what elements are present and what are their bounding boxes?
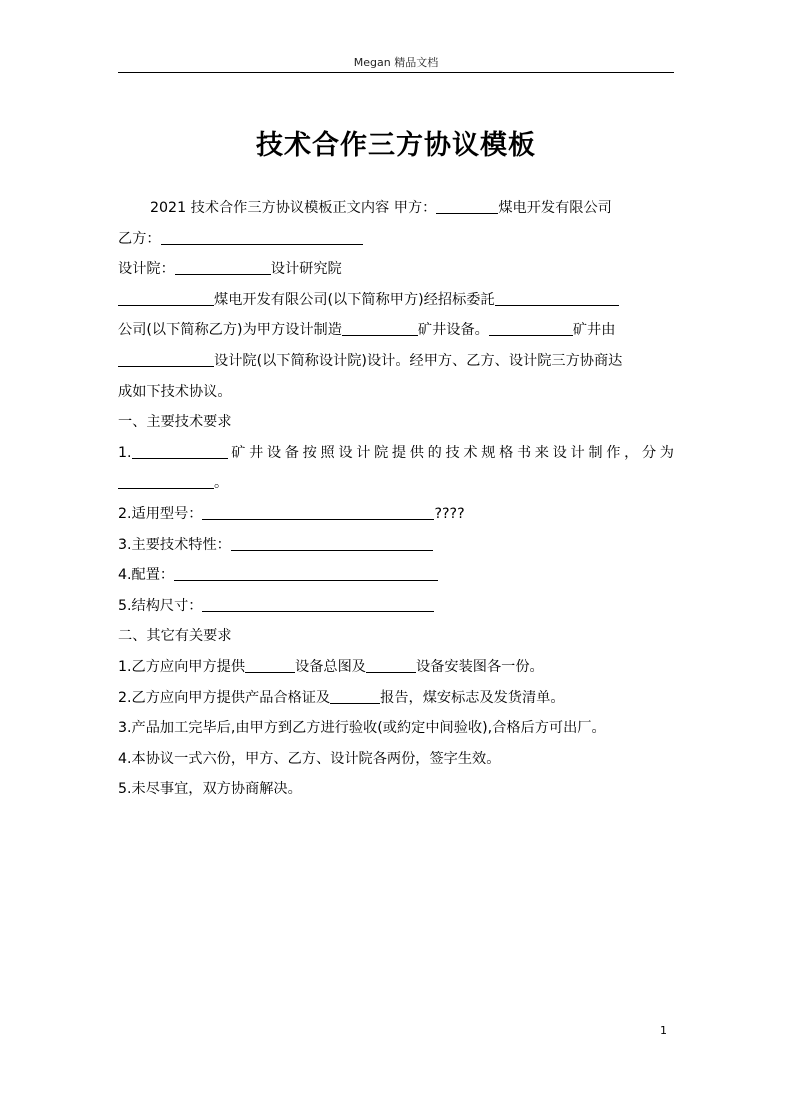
header-divider — [118, 72, 674, 73]
intro-text: 矿井设备。 — [417, 322, 489, 339]
intro-line-5 — [118, 315, 674, 346]
section-heading: 一、主要技术要求 — [118, 414, 232, 431]
intro-text: 煤电开发有限公司 — [498, 200, 612, 216]
dimensions-label: 5.结构尺寸： — [118, 597, 203, 614]
intro-line-4 — [118, 285, 674, 316]
report-blank[interactable] — [330, 687, 380, 704]
intro-line-design-institute — [118, 254, 674, 285]
item-text: 设备总图及 — [295, 658, 366, 675]
requirement-item-4 — [118, 560, 674, 591]
intro-text: 设计研究院 — [270, 261, 342, 278]
other-requirement-3: 3.产品加工完毕后,由甲方到乙方进行验收(或約定中间验收),合格后方可出厂。 — [118, 720, 606, 737]
model-label: 2.适用型号： — [118, 505, 203, 522]
other-requirement-1 — [118, 652, 674, 683]
intro-text: 2021 技术合作三方协议模板正文内容 甲方： — [150, 200, 437, 216]
section-heading: 二、其它有关要求 — [118, 628, 232, 645]
intro-line-party-b — [118, 224, 674, 255]
document-body — [118, 193, 674, 805]
intro-text: 矿井由 — [572, 322, 616, 339]
general-drawing-blank[interactable] — [245, 656, 295, 673]
mine-name-blank[interactable] — [489, 319, 573, 336]
intro-line-party-a — [118, 193, 674, 224]
item-text: 2.乙方应向甲方提供产品合格证及 — [118, 689, 331, 706]
division-blank[interactable] — [118, 472, 214, 489]
intro-line-7: 成如下技术协议。 — [118, 383, 232, 400]
page-number: 1 — [660, 1024, 667, 1037]
design-institute-label: 设计院： — [118, 261, 175, 278]
item-text: 设备安装图各一份。 — [416, 658, 544, 675]
specs-blank[interactable] — [231, 534, 433, 551]
intro-text: 公司(以下简称乙方)为甲方设计制造 — [118, 322, 342, 339]
dimensions-blank[interactable] — [202, 595, 434, 612]
page-header: Megan 精品文档 — [353, 56, 439, 69]
contractor-blank[interactable] — [495, 289, 619, 306]
intro-text: 设计院(以下简称设计院)设计。经甲方、乙方、设计院三方协商达 — [214, 352, 623, 369]
requirement-item-1 — [118, 438, 674, 469]
item-text: 矿井设备按照设计院提供的技术规格书来设计制作，分为 — [227, 444, 674, 461]
config-blank[interactable] — [174, 564, 438, 581]
requirement-item-5 — [118, 591, 674, 622]
item-text: 报告，煤安标志及发货清单。 — [380, 689, 565, 706]
installation-drawing-blank[interactable] — [366, 656, 416, 673]
document-title: 技术合作三方协议模板 — [256, 130, 536, 161]
requirement-item-1-cont — [118, 468, 674, 499]
designer-blank[interactable] — [118, 350, 214, 367]
specs-label: 3.主要技术特性： — [118, 536, 231, 553]
item-text: ???? — [434, 505, 465, 522]
requirement-item-3 — [118, 530, 674, 561]
party-a-blank[interactable] — [436, 197, 498, 214]
item-text: 1.乙方应向甲方提供 — [118, 658, 246, 675]
party-b-blank[interactable] — [161, 228, 363, 245]
other-requirement-2 — [118, 683, 674, 714]
other-requirement-4: 4.本协议一式六份，甲方、乙方、设计院各两份，签字生效。 — [118, 750, 501, 767]
item-text: 。 — [214, 475, 229, 492]
party-b-label: 乙方： — [118, 230, 161, 247]
intro-text: 煤电开发有限公司(以下简称甲方)经招标委託 — [214, 291, 495, 308]
company-blank[interactable] — [118, 289, 214, 306]
other-requirement-5: 5.未尽事宜，双方协商解决。 — [118, 781, 302, 798]
requirement-item-2 — [118, 499, 674, 530]
config-label: 4.配置： — [118, 567, 175, 584]
mine-blank[interactable] — [342, 319, 418, 336]
item-number: 1. — [118, 444, 132, 461]
equipment-blank[interactable] — [132, 442, 228, 459]
design-institute-blank[interactable] — [175, 258, 271, 275]
model-blank[interactable] — [202, 503, 434, 520]
intro-line-6 — [118, 346, 674, 377]
